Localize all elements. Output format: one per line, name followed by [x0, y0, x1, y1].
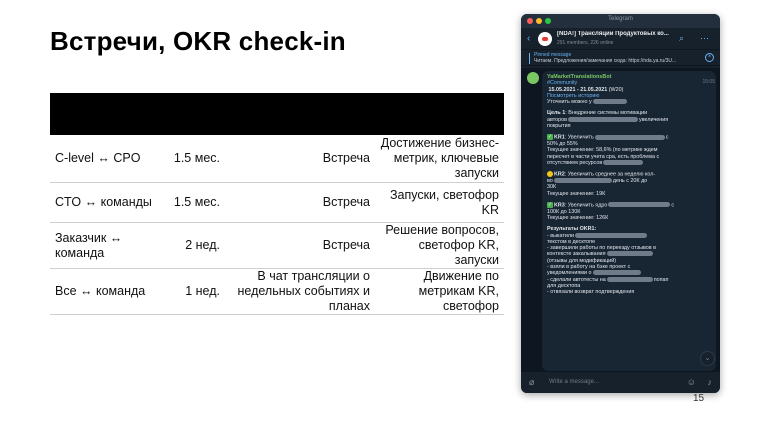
results-text: контексте закалывания: [547, 251, 606, 258]
kr3-text: : Увеличить ядро: [564, 202, 608, 209]
cell-topics: Запуски, светофор KR: [389, 187, 499, 217]
kr3-line: [547, 202, 711, 209]
results-item: для десктопа: [547, 282, 581, 289]
results-text: уведомлениями о: [547, 270, 592, 277]
period-text: 15.05.2021 - 21.05.2021: [548, 86, 608, 93]
results-label-line: Результаты OKR1:: [547, 226, 597, 233]
paperclip-icon[interactable]: ⌀: [529, 377, 535, 387]
kr2-line2-text: во: [547, 178, 553, 184]
chat-title[interactable]: [NDA!] Трансляции Продуктовых ко...: [557, 31, 669, 37]
kr2-current: Текущее значение: 19К: [547, 190, 606, 197]
redacted-text: [608, 202, 670, 207]
emoji-icon[interactable]: ☺: [686, 377, 696, 387]
back-arrow-icon[interactable]: ‹: [527, 33, 531, 44]
cell-format: В чат трансляции о недельных событиях и планах: [237, 269, 370, 313]
pinned-text: Читаем. Предложения/замечания сюда: https://nda.ya.ru/3U...: [534, 58, 677, 64]
redacted-text: [554, 178, 612, 183]
results-item: текстом в десктопе: [547, 238, 596, 245]
kr1-line: [547, 134, 711, 141]
goal-text: : Внедрение системы мотивации: [565, 110, 648, 117]
results-text: - выкатили: [547, 232, 575, 239]
kr3-label: KR3: [554, 202, 565, 209]
cell-frequency: 1.5 мес.: [173, 195, 220, 209]
goal-line2-end: увеличения: [639, 116, 669, 123]
kr2-label: KR2: [554, 171, 565, 178]
kr1-current-2: пересчет в части учета cpa, есть проблема с: [547, 153, 660, 160]
goal-line2-text: авторов: [547, 116, 568, 123]
kr3-text-end: с: [671, 202, 675, 209]
close-pinned-icon[interactable]: ×: [705, 53, 714, 62]
cell-participants: Все ↔ команда: [55, 284, 146, 298]
pinned-title: Pinned message: [534, 52, 572, 58]
window-titlebar: [521, 14, 720, 28]
message-input-bar: [521, 371, 720, 393]
more-icon[interactable]: ⋯: [700, 33, 709, 43]
chevron-down-icon[interactable]: ⌄: [700, 351, 715, 366]
check-icon: ✓: [547, 134, 553, 141]
history-link[interactable]: Посмотреть историю: [547, 92, 600, 99]
chat-members-status: 291 members, 226 online: [557, 40, 614, 46]
yellow-circle-icon: [547, 171, 553, 177]
kr1-label: KR1: [554, 134, 565, 141]
cell-topics: Движение по метрикам KR, светофор: [418, 269, 499, 313]
cell-frequency: 1.5 мес.: [173, 151, 220, 165]
message-bubble[interactable]: [542, 71, 716, 371]
chat-avatar[interactable]: [538, 32, 552, 46]
table-row: [50, 269, 504, 315]
redacted-text: [607, 277, 653, 282]
kr1-text: : Увеличить: [564, 134, 594, 141]
cell-format: Встреча: [322, 238, 370, 252]
redacted-text: [593, 99, 627, 104]
cell-frequency: 2 нед.: [185, 238, 220, 252]
redacted-text: [593, 270, 641, 275]
results-label: Результаты OKR1: [547, 226, 595, 233]
goal-line-3: покрытия: [547, 123, 571, 130]
pinned-accent-bar: [529, 53, 530, 64]
avatar-logo: [542, 37, 548, 41]
kr1-current: Текущее значение: 58,6% (по метрике ждем: [547, 147, 658, 154]
results-item: - взяли в работу на бэке проект с: [547, 263, 631, 270]
slide-title: Встречи, OKR check-in: [50, 26, 346, 56]
table-row: [50, 183, 504, 223]
cell-participants: CTO ↔ команды: [55, 195, 152, 209]
page-number: 15: [693, 393, 705, 404]
redacted-text: [607, 251, 653, 256]
cell-topics: Достижение бизнес-метрик, ключевые запуски: [380, 136, 499, 180]
redacted-text: [595, 135, 665, 140]
week-text: (W20): [608, 86, 624, 93]
meetings-table: [50, 93, 504, 315]
results-text: - сделали автотесты на: [547, 276, 606, 283]
kr1-current-3: отсутствием ресурсов: [547, 159, 603, 166]
goal-label: Цель 1: [547, 110, 566, 117]
cell-participants: C-level ↔ CPO: [55, 151, 141, 165]
kr2-line-3: 30К: [547, 184, 557, 191]
check-icon: ✓: [547, 201, 553, 208]
app-title: Telegram: [608, 16, 633, 22]
chat-header: [521, 28, 720, 50]
kr1-text-end: с: [665, 134, 669, 141]
redacted-text: [575, 233, 647, 238]
table-header: [50, 93, 504, 135]
message-input[interactable]: Write a message...: [549, 379, 599, 385]
kr2-text: : Увеличить среднее за неделю кол-: [564, 171, 656, 178]
cell-format: Встреча: [322, 151, 370, 165]
results-item: - завершили работы по переезду отзывов в: [547, 245, 656, 252]
message-time: 15:05: [702, 79, 715, 85]
clarify-text: Уточнить можно у: [547, 99, 592, 106]
bot-avatar[interactable]: [527, 72, 539, 84]
pinned-message-bar[interactable]: [521, 50, 720, 66]
table-row: [50, 135, 504, 183]
redacted-text: [568, 117, 638, 122]
table-row: [50, 223, 504, 269]
search-icon[interactable]: ⌕: [679, 33, 685, 43]
cell-frequency: 1 нед.: [185, 284, 220, 298]
hashtag-link[interactable]: #Community: [547, 80, 578, 87]
kr1-range: 50% до 55%: [547, 141, 578, 148]
cell-topics: Решение вопросов, светофор KR, запуски: [385, 223, 499, 267]
redacted-text: [603, 160, 643, 165]
cell-participants: Заказчик ↔ команда: [55, 230, 123, 260]
kr3-current: Текущее значение: 126К: [547, 214, 609, 221]
results-item: - отвязали возврат подтверждения: [547, 289, 635, 296]
telegram-window: [521, 14, 720, 393]
kr3-range: 100К до 130К: [547, 208, 581, 215]
results-tail: попап: [653, 276, 669, 283]
cell-format: Встреча: [322, 195, 370, 209]
message-sender[interactable]: YaMarketTranslationsBot: [547, 74, 612, 80]
results-item: (отзывы для модификаций): [547, 257, 617, 264]
message-list[interactable]: [521, 68, 720, 371]
kr2-line2-end: день с 20К до: [612, 178, 648, 184]
kr2-line: [547, 171, 711, 178]
microphone-icon[interactable]: ♪: [707, 377, 712, 387]
